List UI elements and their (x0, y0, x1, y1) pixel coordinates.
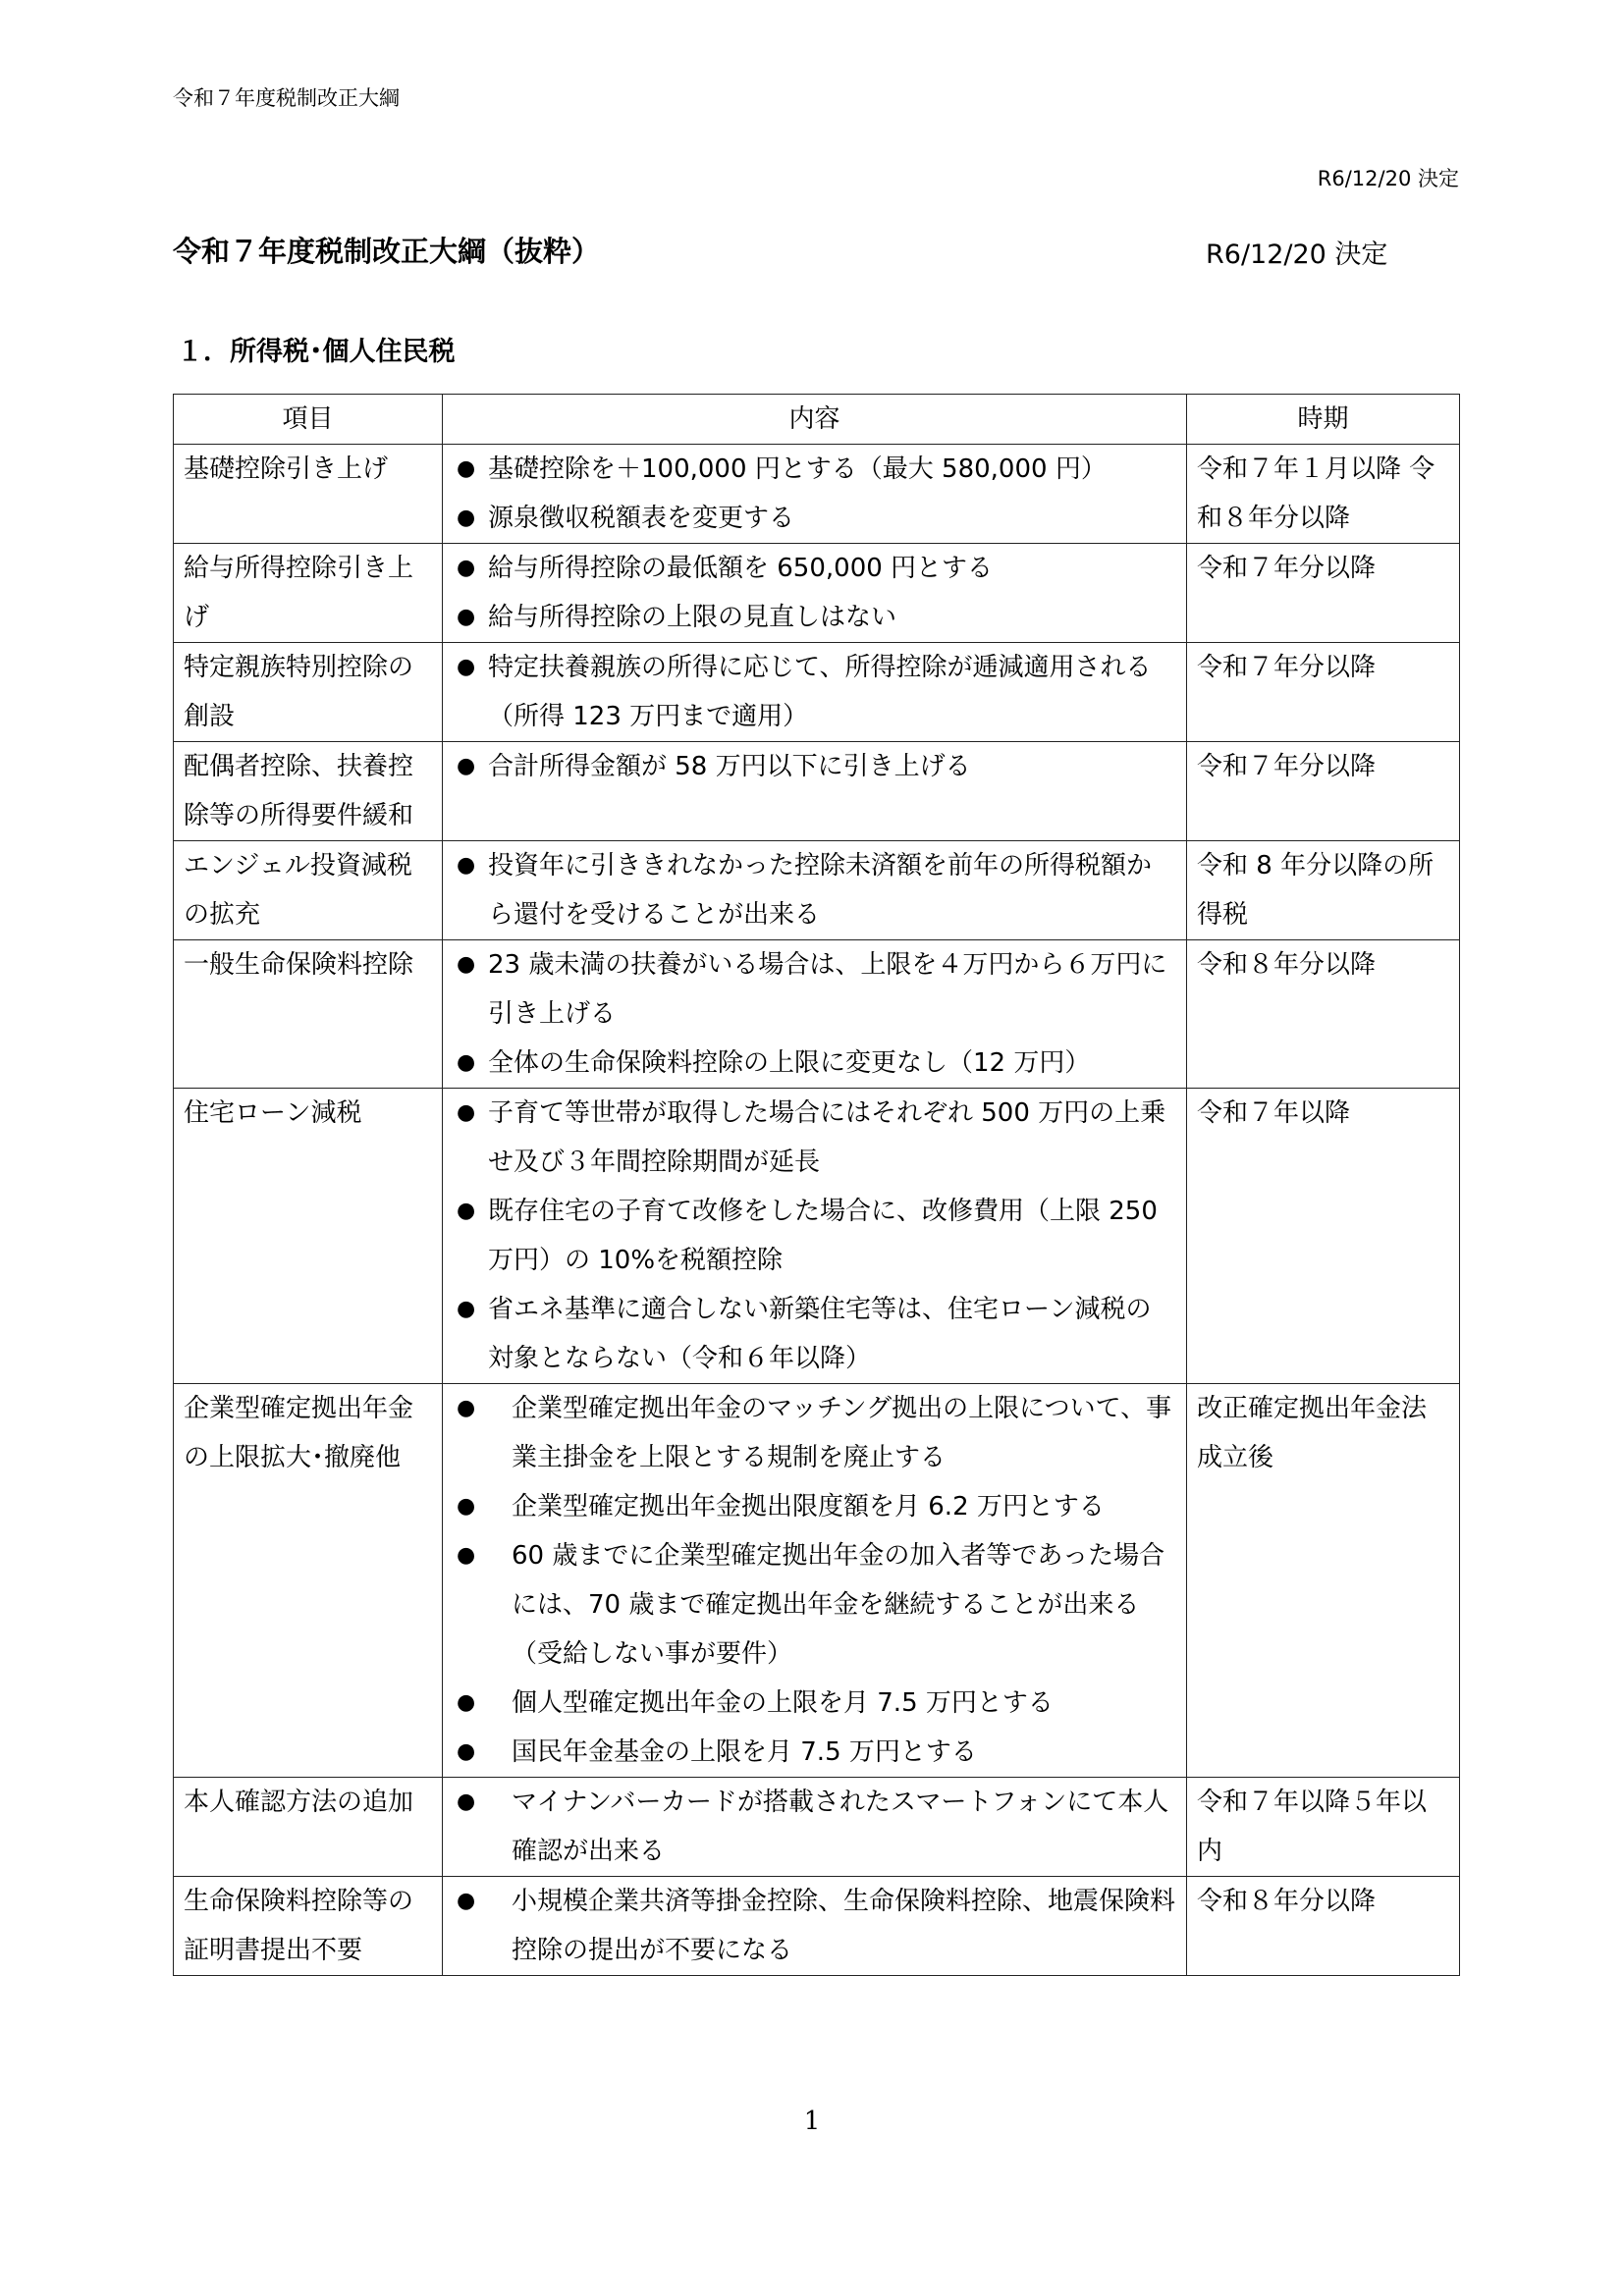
row-item: 生命保険料控除等の証明書提出不要 (174, 1877, 443, 1976)
row-timing: 令和８年分以降 (1187, 940, 1460, 1089)
content-bullet: ● 源泉徴収税額表を変更する (453, 494, 1176, 543)
content-bullet: ● 基礎控除を＋100,000 円とする（最大 580,000 円） (453, 445, 1176, 494)
content-bullet: ● 省エネ基準に適合しない新築住宅等は、住宅ローン減税の対象とならない（令和６年以降） (453, 1285, 1176, 1383)
content-bullet: ● 特定扶養親族の所得に応じて、所得控除が逓減適用される（所得 123 万円まで適用） (453, 643, 1176, 741)
row-item: 給与所得控除引き上げ (174, 544, 443, 643)
row-contents (443, 1877, 1187, 1976)
table-row (174, 841, 1460, 940)
row-timing: 令和７年分以降 (1187, 643, 1460, 742)
table-header-row (174, 395, 1460, 445)
row-contents (443, 742, 1187, 841)
row-timing: 令和７年以降５年以内 (1187, 1778, 1460, 1877)
section-heading: １．所得税･個人住民税 (177, 337, 456, 367)
row-timing: 令和 8 年分以降の所得税 (1187, 841, 1460, 940)
column-header-item: 項目 (174, 395, 443, 445)
document-title: 令和７年度税制改正大綱（抜粋） (173, 235, 601, 268)
table-row (174, 940, 1460, 1089)
content-bullet: ● 企業型確定拠出年金のマッチング拠出の上限について、事業主掛金を上限とする規制を廃止する (453, 1384, 1176, 1482)
content-bullet: ● 投資年に引ききれなかった控除未済額を前年の所得税額から還付を受けることが出来る (453, 841, 1176, 939)
content-bullet: ● 合計所得金額が 58 万円以下に引き上げる (453, 742, 1176, 791)
content-bullet: ● 子育て等世帯が取得した場合にはそれぞれ 500 万円の上乗せ及び３年間控除期間が延長 (453, 1089, 1176, 1187)
row-contents (443, 1089, 1187, 1384)
title-date: R6/12/20 決定 (1206, 240, 1388, 270)
table-row (174, 742, 1460, 841)
row-contents (443, 544, 1187, 643)
row-item: 配偶者控除、扶養控除等の所得要件緩和 (174, 742, 443, 841)
content-bullet: ● 全体の生命保険料控除の上限に変更なし（12 万円） (453, 1039, 1176, 1088)
row-timing: 令和７年分以降 (1187, 742, 1460, 841)
row-timing: 令和８年分以降 (1187, 1877, 1460, 1976)
row-item: 基礎控除引き上げ (174, 445, 443, 544)
content-bullet: ● 企業型確定拠出年金拠出限度額を月 6.2 万円とする (453, 1482, 1176, 1531)
table-row (174, 1384, 1460, 1778)
row-contents (443, 445, 1187, 544)
row-contents (443, 1384, 1187, 1778)
table-row (174, 643, 1460, 742)
content-bullet: ● 給与所得控除の最低額を 650,000 円とする (453, 544, 1176, 593)
row-timing: 改正確定拠出年金法成立後 (1187, 1384, 1460, 1778)
row-contents (443, 643, 1187, 742)
table-row (174, 445, 1460, 544)
content-bullet: ● 国民年金基金の上限を月 7.5 万円とする (453, 1728, 1176, 1777)
header-date: R6/12/20 決定 (1317, 167, 1459, 190)
row-item: エンジェル投資減税の拡充 (174, 841, 443, 940)
row-item: 特定親族特別控除の創設 (174, 643, 443, 742)
row-timing: 令和７年１月以降 令和８年分以降 (1187, 445, 1460, 544)
row-item: 本人確認方法の追加 (174, 1778, 443, 1877)
page-number: 1 (803, 2107, 821, 2136)
row-contents (443, 1778, 1187, 1877)
row-item: 住宅ローン減税 (174, 1089, 443, 1384)
row-contents (443, 940, 1187, 1089)
table-row (174, 1877, 1460, 1976)
row-timing: 令和７年以降 (1187, 1089, 1460, 1384)
content-bullet: ● 給与所得控除の上限の見直しはない (453, 593, 1176, 642)
row-contents (443, 841, 1187, 940)
content-bullet: ● マイナンバーカードが搭載されたスマートフォンにて本人確認が出来る (453, 1778, 1176, 1876)
table-row (174, 1778, 1460, 1877)
tax-reform-table (173, 394, 1460, 1976)
column-header-timing: 時期 (1187, 395, 1460, 445)
column-header-content: 内容 (443, 395, 1187, 445)
table-row (174, 1089, 1460, 1384)
content-bullet: ● 既存住宅の子育て改修をした場合に、改修費用（上限 250 万円）の 10%を税額控除 (453, 1187, 1176, 1285)
content-bullet: ● 個人型確定拠出年金の上限を月 7.5 万円とする (453, 1679, 1176, 1728)
running-header: 令和７年度税制改正大綱 (173, 86, 400, 110)
content-bullet: ● 23 歳未満の扶養がいる場合は、上限を４万円から６万円に引き上げる (453, 940, 1176, 1039)
row-item: 一般生命保険料控除 (174, 940, 443, 1089)
table-row (174, 544, 1460, 643)
row-item: 企業型確定拠出年金の上限拡大･撤廃他 (174, 1384, 443, 1778)
content-bullet: ● 60 歳までに企業型確定拠出年金の加入者等であった場合には、70 歳まで確定拠出年金を継続することが出来る（受給しない事が要件） (453, 1531, 1176, 1679)
row-timing: 令和７年分以降 (1187, 544, 1460, 643)
content-bullet: ● 小規模企業共済等掛金控除、生命保険料控除、地震保険料控除の提出が不要になる (453, 1877, 1176, 1975)
